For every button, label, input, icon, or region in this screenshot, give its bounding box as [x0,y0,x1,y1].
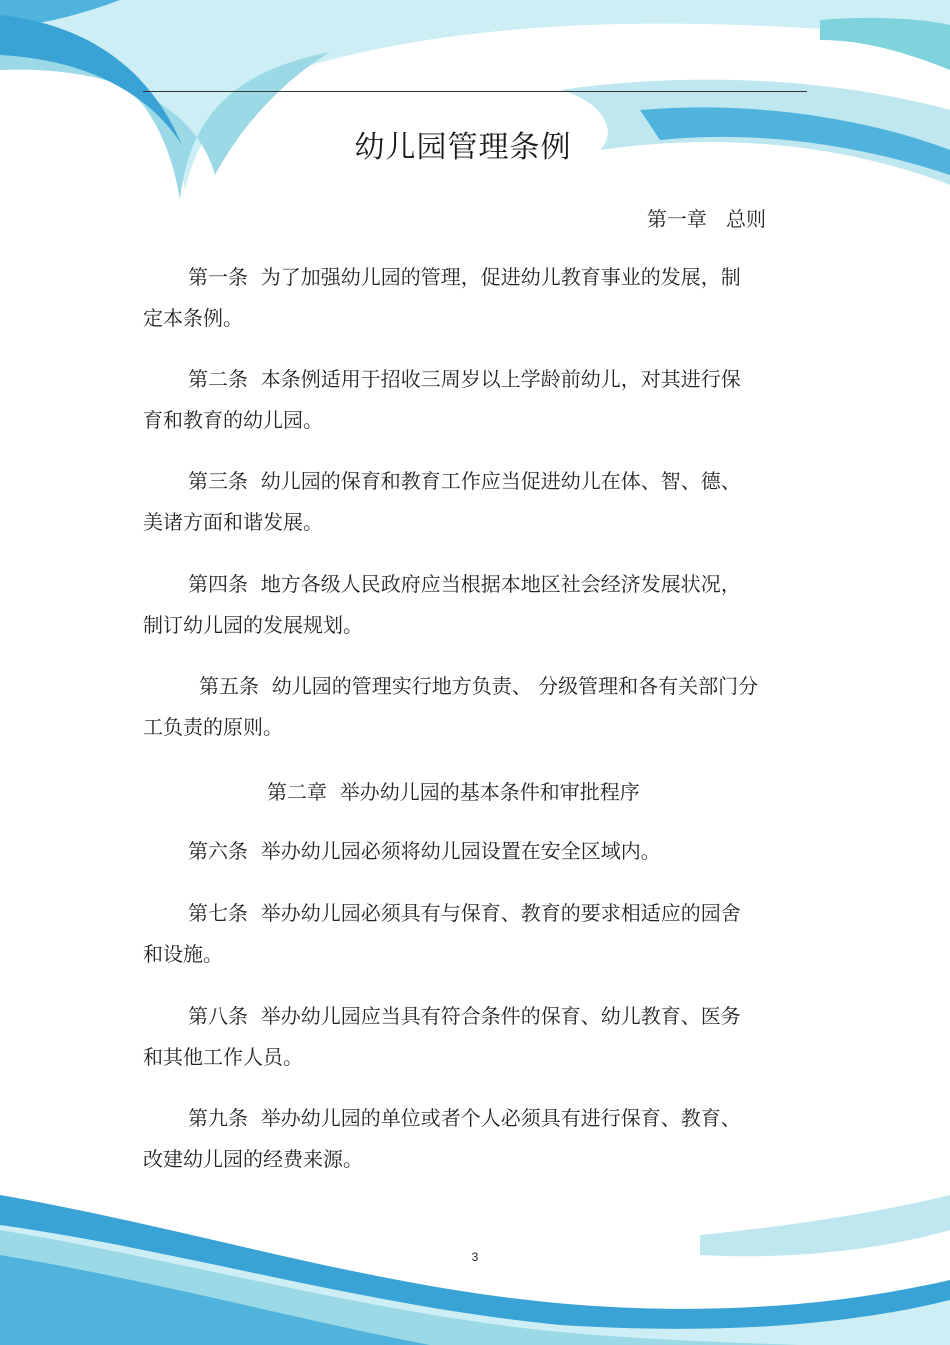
article-number: 第二条 [188,367,248,391]
article-text: 地方各级人民政府应当根据本地区社会经济发展状况， [260,572,741,596]
article-text-continued: 和其他工作人员。 [143,1045,303,1069]
chapter-heading [267,776,640,805]
article-text-continued: 制订幼儿园的发展规划。 [143,613,363,637]
article-paragraph [143,359,783,441]
article-paragraph [143,996,783,1078]
chapter-label: 第二章 [267,780,327,804]
header-rule [143,91,807,92]
article-number: 第三条 [188,469,248,493]
article-text: 幼儿园的管理实行地方负责、 分级管理和各有关部门分 [271,674,759,698]
document-title: 幼儿园管理条例 [354,130,572,165]
article-text: 举办幼儿园的单位或者个人必须具有进行保育、教育、 [260,1106,741,1130]
article-paragraph [143,666,803,748]
chapter-name: 总则 [726,207,766,231]
article-number: 第一条 [188,265,248,289]
article-number: 第四条 [188,572,248,596]
article-text-continued: 和设施。 [143,942,223,966]
article-number: 第九条 [188,1106,248,1130]
article-number: 第八条 [188,1004,248,1028]
page-number: 3 [471,1250,479,1264]
article-paragraph [143,461,783,543]
article-paragraph [143,1098,783,1180]
article-text-continued: 美诸方面和谐发展。 [143,510,323,534]
article-text: 举办幼儿园应当具有符合条件的保育、幼儿教育、医务 [260,1004,741,1028]
chapter-label: 第一章 [646,207,707,231]
article-paragraph [143,831,783,872]
article-number: 第五条 [199,674,259,698]
article-text-continued: 改建幼儿园的经费来源。 [143,1147,363,1171]
article-number: 第六条 [188,839,248,863]
article-text: 幼儿园的保育和教育工作应当促进幼儿在体、智、德、 [260,469,741,493]
article-text: 举办幼儿园必须具有与保育、教育的要求相适应的园舍 [260,901,741,925]
article-text: 本条例适用于招收三周岁以上学龄前幼儿，对其进行保 [260,367,741,391]
article-paragraph [143,257,783,339]
chapter-heading [647,203,766,232]
article-text: 为了加强幼儿园的管理，促进幼儿教育事业的发展，制 [260,265,741,289]
article-text-continued: 定本条例。 [143,306,243,330]
chapter-name: 举办幼儿园的基本条件和审批程序 [339,780,640,804]
article-number: 第七条 [188,901,248,925]
article-text: 举办幼儿园必须将幼儿园设置在安全区域内。 [260,839,661,863]
article-paragraph [143,564,783,646]
article-paragraph [143,893,783,975]
article-text-continued: 育和教育的幼儿园。 [143,408,323,432]
article-text-continued: 工负责的原则。 [143,715,283,739]
